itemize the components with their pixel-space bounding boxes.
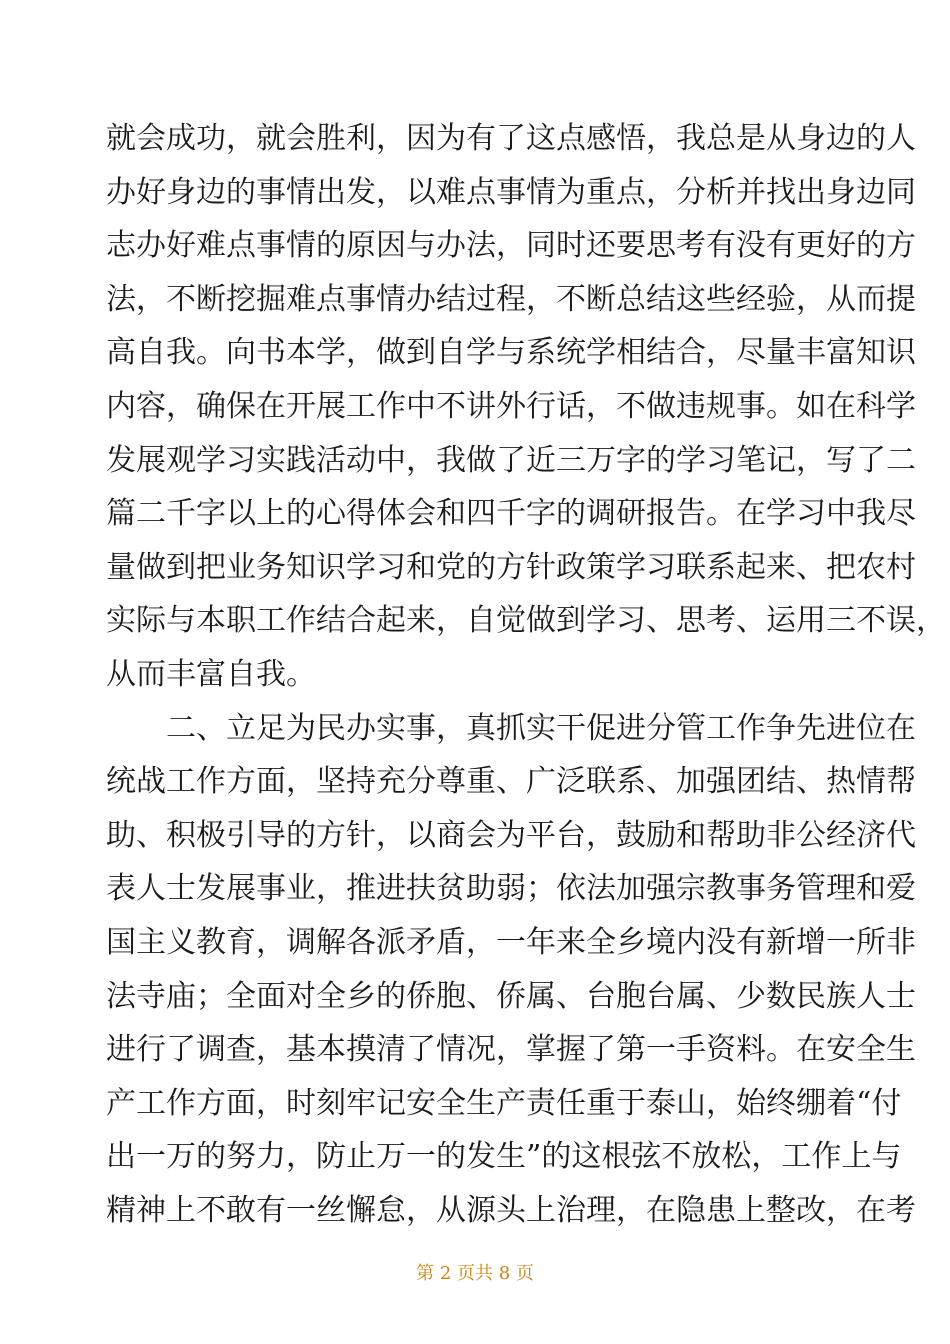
text-line: 产工作方面，时刻牢记安全生产责任重于泰山，始终绷着“付 [106,1085,902,1121]
text-line: 助、积极引导的方针，以商会为平台，鼓励和帮助非公经济代 [106,817,916,853]
text-line: 就会成功，就会胜利，因为有了这点感悟，我总是从身边的人 [106,121,916,156]
text-line: 表人士发展事业，推进扶贫助弱；依法加强宗教事务管理和爱 [106,871,916,907]
text-line: 志办好难点事情的原因与办法，同时还要思考有没有更好的方 [106,228,916,264]
page-number-footer: 第 2 页共 8 页 [416,1263,534,1284]
text-line: 高自我。向书本学，做到自学与系统学相结合，尽量丰富知识 [106,335,916,371]
text-line: 精神上不敢有一丝懈怠，从源头上治理，在隐患上整改，在考 [106,1192,916,1228]
text-line: 发展观学习实践活动中，我做了近三万字的学习笔记，写了二 [106,442,916,478]
section-heading-line: 二、立足为民办实事，真抓实干促进分管工作争先进位在 [166,710,916,746]
text-line: 统战工作方面，坚持充分尊重、广泛联系、加强团结、热情帮 [106,764,916,800]
text-line: 法，不断挖掘难点事情办结过程，不断总结这些经验，从而提 [106,281,916,317]
text-line: 篇二千字以上的心得体会和四千字的调研报告。在学习中我尽 [106,496,916,532]
text-line: 办好身边的事情出发，以难点事情为重点，分析并找出身边同 [106,174,916,210]
text-line: 出一万的努力，防止万一的发生”的这根弦不放松，工作上与 [106,1139,902,1175]
text-line: 法寺庙；全面对全乡的侨胞、侨属、台胞台属、少数民族人士 [106,978,916,1014]
text-line: 量做到把业务知识学习和党的方针政策学习联系起来、把农村 [106,549,916,585]
text-line: 进行了调查，基本摸清了情况，掌握了第一手资料。在安全生 [106,1032,916,1068]
text-line: 国主义教育，调解各派矛盾，一年来全乡境内没有新增一所非 [106,924,916,960]
text-line: 从而丰富自我。 [106,656,316,692]
text-line: 实际与本职工作结合起来，自觉做到学习、思考、运用三不误， [106,603,946,639]
document-body [106,112,946,1237]
text-line: 内容，确保在开展工作中不讲外行话，不做违规事。如在科学 [106,388,916,424]
